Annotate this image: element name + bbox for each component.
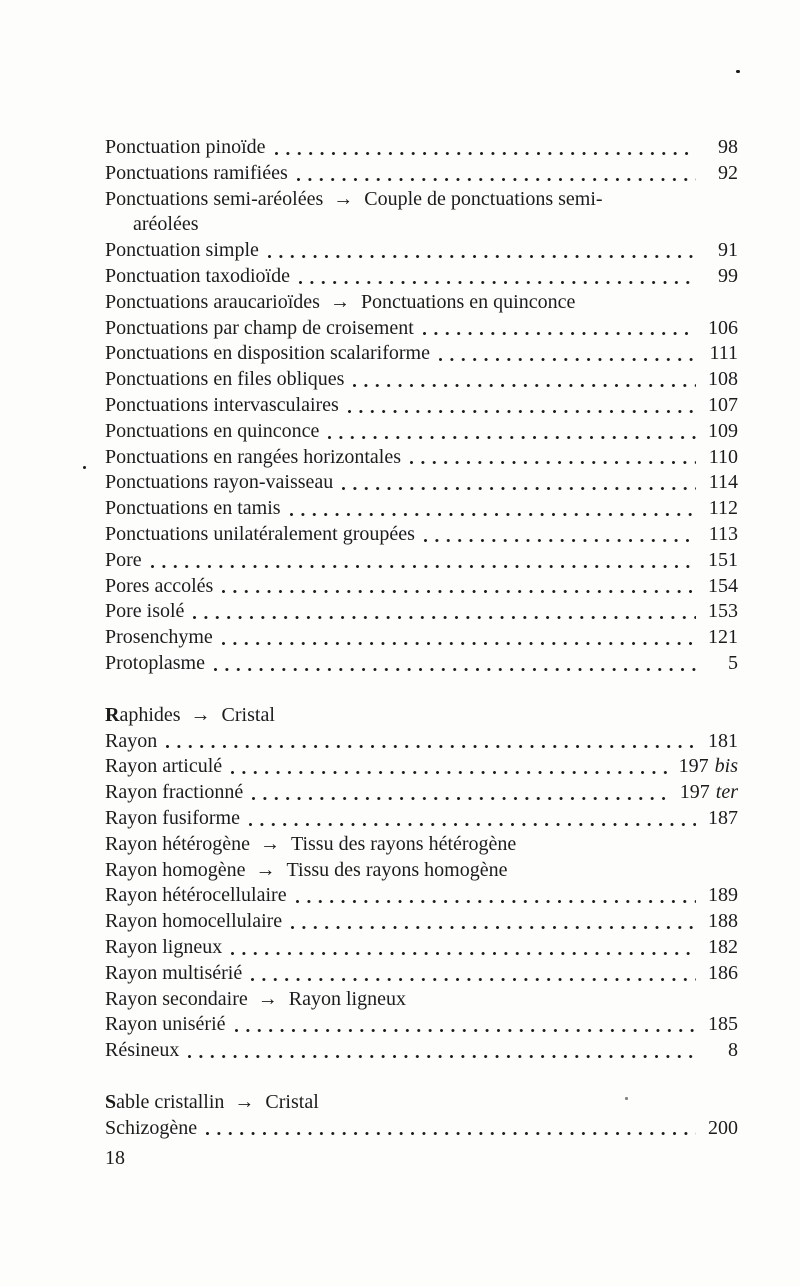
page-number: 189 (708, 884, 738, 907)
entry-text (105, 625, 213, 651)
index-entry (105, 1116, 738, 1142)
entry-term: Ponctuations semi-aréolées (105, 187, 324, 210)
entry-term: Ponctuations en disposition scalariforme (105, 342, 430, 365)
page-group (704, 522, 738, 548)
index-section (105, 1090, 738, 1142)
page-group (704, 341, 738, 367)
page-group (704, 548, 738, 574)
index-content (105, 135, 738, 1170)
page-group (704, 935, 738, 961)
entry-text (105, 187, 603, 213)
index-entry (105, 574, 738, 600)
entry-text (105, 548, 142, 574)
entry-term: Pore (105, 548, 142, 571)
page-group (704, 729, 738, 755)
entry-term: Prosenchyme (105, 626, 213, 649)
page-number: 154 (708, 574, 738, 597)
page-group (704, 1116, 738, 1142)
entry-term: Protoplasme (105, 651, 205, 674)
page-number: 109 (708, 419, 738, 442)
xref-target: Cristal (221, 703, 275, 726)
leader-dots (247, 806, 696, 832)
page-number: 121 (708, 626, 738, 649)
entry-text (105, 1012, 226, 1038)
entry-text (105, 729, 157, 755)
leader-dots (229, 935, 696, 961)
index-list (105, 135, 738, 1141)
index-entry (105, 419, 738, 445)
page-group (704, 883, 738, 909)
xref-arrow-icon: → (257, 987, 278, 1010)
print-speck (736, 70, 740, 73)
entry-text (105, 135, 266, 161)
leader-dots (249, 961, 696, 987)
page-number: 186 (708, 961, 738, 984)
page-number: 5 (728, 651, 738, 674)
entry-term: Ponctuations rayon-vaisseau (105, 471, 334, 494)
page-number: 181 (708, 729, 738, 752)
leader-dots (437, 341, 696, 367)
index-entry (105, 522, 738, 548)
leader-dots (149, 548, 696, 574)
entry-term: Rayon homogène (105, 858, 246, 881)
print-speck (625, 1097, 628, 1100)
index-entry (105, 264, 738, 290)
page-group (704, 599, 738, 625)
index-entry (105, 858, 738, 884)
page-number: 200 (708, 1116, 738, 1139)
page-group (704, 1038, 738, 1064)
leader-dots (421, 316, 696, 342)
entry-text (105, 290, 575, 316)
entry-term: Rayon multisérié (105, 961, 243, 984)
page-group (704, 238, 738, 264)
page-number: 107 (708, 393, 738, 416)
index-entry (105, 780, 738, 806)
xref-target: Tissu des rayons homogène (286, 858, 508, 881)
entry-term: Ponctuation simple (105, 239, 259, 262)
entry-text (105, 574, 213, 600)
entry-text (105, 651, 205, 677)
entry-term: Ponctuations ramifiées (105, 161, 288, 184)
page-group (704, 625, 738, 651)
page-number: 114 (708, 471, 738, 494)
xref-arrow-icon: → (255, 858, 276, 881)
entry-text (105, 161, 288, 187)
leader-dots (288, 496, 696, 522)
leader-dots (220, 574, 696, 600)
folio-page-number: 18 (105, 1147, 125, 1170)
page-number: 108 (708, 368, 738, 391)
entry-term: Rayon fusiforme (105, 806, 240, 829)
index-entry (105, 496, 738, 522)
entry-term: Rayon unisérié (105, 1013, 226, 1036)
entry-text (105, 754, 222, 780)
index-entry (105, 1012, 738, 1038)
entry-term: Ponctuations intervasculaires (105, 393, 339, 416)
index-entry (105, 1038, 738, 1064)
xref-target: Rayon ligneux (288, 987, 406, 1010)
xref-target: Cristal (265, 1090, 319, 1113)
entry-term: Ponctuations en quinconce (105, 419, 320, 442)
leader-dots (212, 651, 696, 677)
page-number: 92 (718, 161, 738, 184)
entry-term: Ponctuations en files obliques (105, 368, 345, 391)
entry-term: Rayon hétérocellulaire (105, 884, 287, 907)
entry-text (105, 703, 275, 729)
page-number: 197 (679, 781, 710, 804)
page-number: 98 (718, 136, 738, 158)
index-entry (105, 961, 738, 987)
entry-text (105, 909, 282, 935)
index-entry (105, 187, 738, 213)
page-group (704, 574, 738, 600)
index-entry (105, 625, 738, 651)
entry-text (105, 599, 184, 625)
entry-term: Ponctuation pinoïde (105, 136, 266, 158)
entry-term: able cristallin (116, 1090, 225, 1113)
entry-lead-letter: S (105, 1090, 117, 1113)
entry-text (105, 1038, 179, 1064)
entry-text (105, 470, 333, 496)
index-entry (105, 935, 738, 961)
page-group (704, 961, 738, 987)
leader-dots (233, 1012, 696, 1038)
entry-text (105, 316, 414, 342)
page-number: 187 (708, 806, 738, 829)
index-section (105, 135, 738, 677)
entry-text (105, 445, 401, 471)
leader-dots (273, 135, 696, 161)
page-suffix: ter (715, 781, 738, 804)
page-number: 151 (708, 548, 738, 571)
page-suffix: bis (714, 755, 738, 778)
index-entry (105, 1090, 738, 1116)
leader-dots (351, 367, 696, 393)
leader-dots (164, 729, 696, 755)
index-entry (105, 909, 738, 935)
page-number: 113 (708, 522, 738, 545)
entry-text (105, 935, 222, 961)
page-number: 106 (708, 316, 738, 339)
page-group (679, 754, 738, 780)
index-entry (105, 290, 738, 316)
page-number: 153 (708, 600, 738, 623)
leader-dots (326, 419, 696, 445)
entry-text (105, 883, 287, 909)
entry-text (105, 393, 339, 419)
page-group (704, 393, 738, 419)
entry-term: Ponctuation taxodioïde (105, 264, 290, 287)
index-entry (105, 161, 738, 187)
index-entry (105, 238, 738, 264)
leader-dots (346, 393, 696, 419)
page-number: 110 (708, 445, 738, 468)
page-group (680, 780, 738, 806)
entry-text (105, 858, 507, 884)
xref-arrow-icon: → (259, 832, 280, 855)
index-entry (105, 367, 738, 393)
xref-target: Couple de ponctuations semi- (364, 187, 603, 210)
entry-text (105, 341, 430, 367)
leader-dots (186, 1038, 696, 1064)
entry-term: Rayon (105, 729, 158, 752)
entry-term: Ponctuations en tamis (105, 497, 281, 520)
index-entry (105, 393, 738, 419)
entry-text (105, 496, 281, 522)
leader-dots (266, 238, 696, 264)
index-entry (105, 470, 738, 496)
page-group (704, 445, 738, 471)
page-number: 8 (728, 1039, 738, 1062)
leader-dots (220, 625, 696, 651)
leader-dots (297, 264, 696, 290)
leader-dots (191, 599, 696, 625)
xref-target: Tissu des rayons hétérogène (290, 832, 517, 855)
entry-text (105, 961, 242, 987)
entry-term: Pores accolés (105, 574, 214, 597)
entry-term: aphides (119, 703, 181, 726)
entry-term: Ponctuations unilatéralement groupées (105, 522, 415, 545)
index-entry (105, 651, 738, 677)
page-group (704, 909, 738, 935)
page-number: 185 (708, 1013, 738, 1036)
leader-dots (289, 909, 696, 935)
entry-text (105, 367, 344, 393)
index-entry (105, 832, 738, 858)
xref-target: Ponctuations en quinconce (360, 290, 576, 313)
entry-term: Ponctuations par champ de croisement (105, 316, 414, 339)
leader-dots (295, 161, 696, 187)
index-entry (105, 987, 738, 1013)
entry-text (105, 987, 406, 1013)
page-group (704, 316, 738, 342)
page-group (704, 806, 738, 832)
index-entry (105, 883, 738, 909)
page-group (704, 367, 738, 393)
entry-text (105, 806, 240, 832)
xref-arrow-icon: → (190, 703, 211, 726)
page-group (704, 470, 738, 496)
leader-dots (422, 522, 696, 548)
print-speck (83, 466, 86, 469)
page-group (704, 1012, 738, 1038)
leader-dots (408, 445, 696, 471)
entry-text (105, 1116, 197, 1142)
page-group (704, 419, 738, 445)
entry-term: Pore isolé (105, 600, 185, 623)
xref-arrow-icon: → (333, 187, 354, 210)
index-entry (105, 806, 738, 832)
entry-term: Rayon articulé (105, 755, 223, 778)
page-group (704, 264, 738, 290)
entry-term: Schizogène (105, 1116, 198, 1139)
entry-text (105, 522, 415, 548)
page-group (704, 135, 738, 161)
page-number: 188 (708, 910, 738, 933)
xref-arrow-icon: → (329, 290, 350, 313)
page-number: 91 (718, 239, 738, 262)
entry-text (105, 1090, 319, 1116)
entry-term: Résineux (105, 1039, 180, 1062)
entry-text (105, 264, 290, 290)
page-number: 111 (709, 342, 738, 365)
entry-text (105, 238, 259, 264)
leader-dots (250, 780, 672, 806)
leader-dots (229, 754, 670, 780)
leader-dots (204, 1116, 696, 1142)
page-group (704, 161, 738, 187)
page-number: 197 (678, 755, 709, 778)
entry-text (105, 419, 319, 445)
index-entry (105, 341, 738, 367)
entry-lead-letter: R (105, 703, 120, 726)
index-entry (105, 212, 738, 238)
index-entry (105, 548, 738, 574)
index-entry (105, 599, 738, 625)
entry-term: Rayon secondaire (105, 987, 248, 1010)
entry-term: Rayon fractionné (105, 781, 244, 804)
entry-term: Rayon hétérogène (105, 832, 250, 855)
page-group (704, 496, 738, 522)
entry-term: Rayon ligneux (105, 935, 223, 958)
index-entry (105, 445, 738, 471)
page-group (704, 651, 738, 677)
index-entry (105, 703, 738, 729)
index-entry (105, 729, 738, 755)
index-entry (105, 316, 738, 342)
xref-arrow-icon: → (234, 1090, 255, 1113)
entry-text (105, 780, 243, 806)
index-entry (105, 754, 738, 780)
index-entry (105, 135, 738, 161)
entry-text (133, 212, 199, 238)
leader-dots (340, 470, 696, 496)
page-number: 99 (718, 264, 738, 287)
index-section (105, 703, 738, 1064)
entry-term: Rayon homocellulaire (105, 910, 283, 933)
entry-term: Ponctuations en rangées horizontales (105, 445, 402, 468)
entry-text (105, 832, 516, 858)
entry-term: Ponctuations araucarioïdes (105, 290, 320, 313)
leader-dots (294, 883, 696, 909)
page-number: 112 (708, 497, 738, 520)
entry-term: aréolées (133, 213, 199, 236)
page-number: 182 (708, 935, 738, 958)
